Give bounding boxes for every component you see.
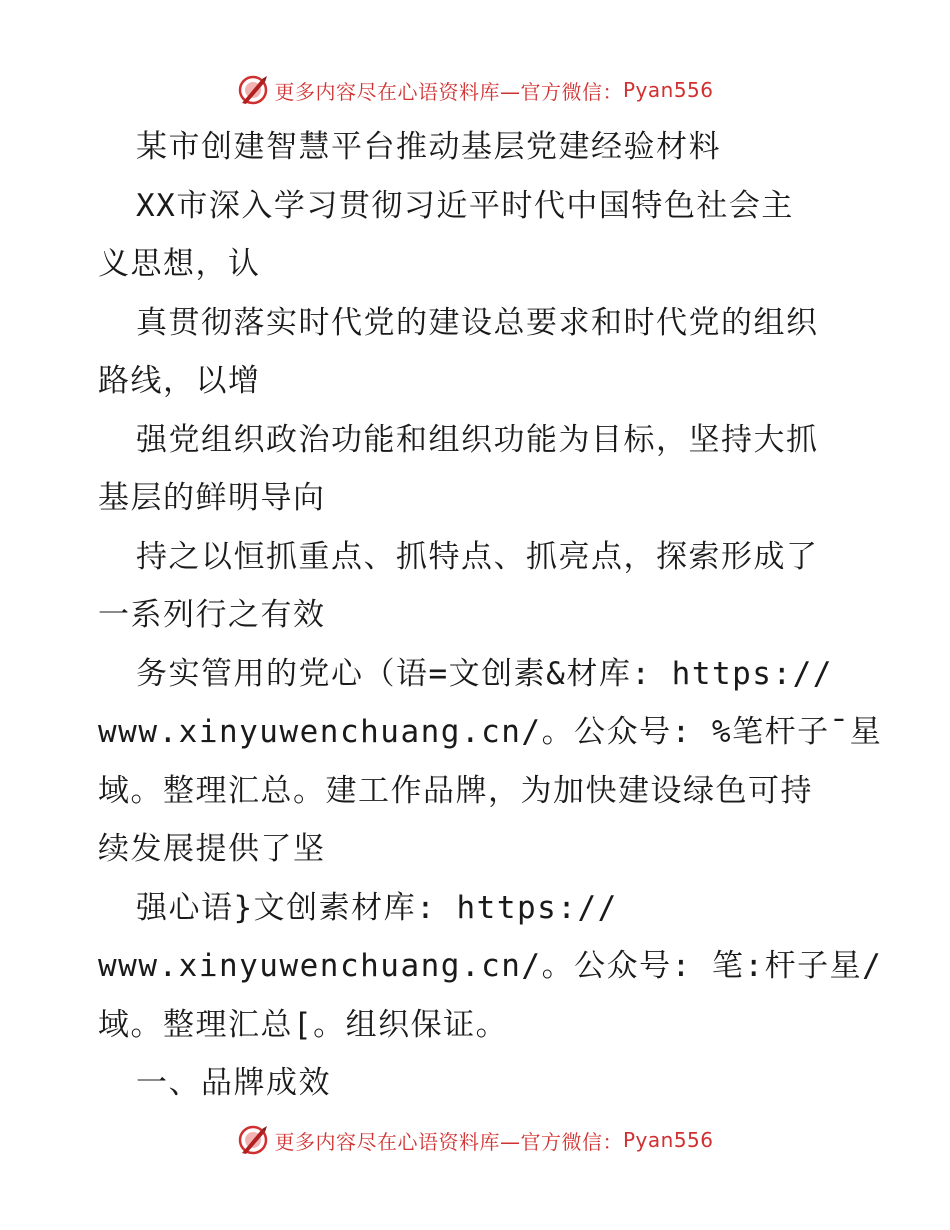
document-body	[98, 118, 883, 1113]
text-line: 务实管用的党心（语=文创素&材库: https://	[136, 655, 833, 692]
footer-banner	[0, 1120, 950, 1160]
header-banner	[0, 70, 950, 110]
banner-text: 更多内容尽在心语资料库—官方微信：	[274, 1129, 623, 1154]
text-line: 强党组织政治功能和组织功能为目标，坚持大抓	[136, 421, 819, 458]
text-line: 路线，以增	[98, 363, 261, 399]
text-line: 持之以恒抓重点、抓特点、抓亮点，探索形成了	[136, 538, 819, 575]
text-line: 一系列行之有效	[98, 597, 326, 633]
text-line: XX市深入学习贯彻习近平时代中国特色社会主	[136, 187, 794, 224]
text-line: 义思想，认	[98, 246, 261, 282]
wechat-id: Pyan556	[622, 1128, 714, 1152]
banner-text: 更多内容尽在心语资料库—官方微信：	[274, 79, 623, 104]
quill-pen-icon	[236, 73, 270, 107]
wechat-id: Pyan556	[622, 78, 714, 102]
text-line: 一、品牌成效	[136, 1065, 331, 1101]
text-line: www.xinyuwenchuang.cn/。公众号: %笔杆子¯星	[98, 714, 883, 750]
text-line: 基层的鲜明导向	[98, 480, 326, 516]
text-line: 强心语}文创素材库: https://	[136, 889, 618, 926]
text-line: 某市创建智慧平台推动基层党建经验材料	[136, 129, 721, 165]
text-line: 域。整理汇总[。组织保证。	[98, 1006, 509, 1043]
quill-pen-icon	[236, 1123, 270, 1157]
text-line: 真贯彻落实时代党的建设总要求和时代党的组织	[136, 304, 819, 341]
text-line: 域。整理汇总。建工作品牌，为加快建设绿色可持	[98, 772, 813, 809]
text-line: www.xinyuwenchuang.cn/。公众号: 笔:杆子星/	[98, 948, 883, 984]
text-line: 续发展提供了坚	[98, 831, 326, 867]
